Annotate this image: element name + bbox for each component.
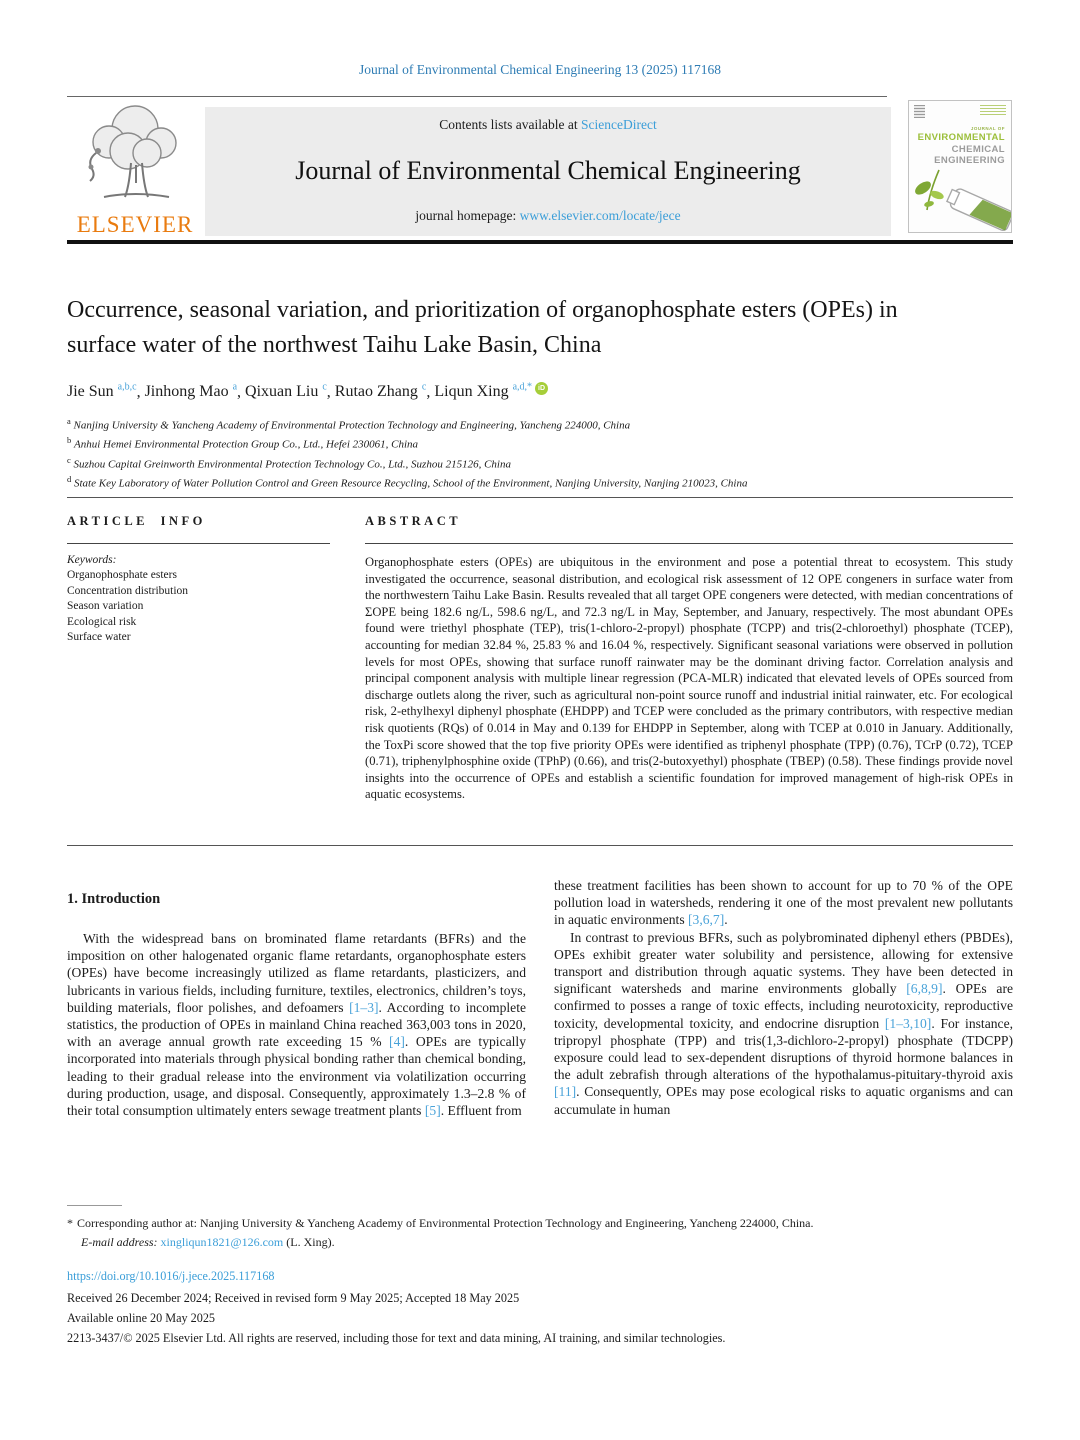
cover-mini-text <box>980 105 1006 115</box>
email-label: E-mail address: <box>81 1235 158 1249</box>
received-dates: Received 26 December 2024; Received in revised form 9 May 2025; Accepted 18 May 2025 <box>67 1291 520 1305</box>
author: Qixuan Liu $^c$ <box>245 382 327 401</box>
author: Liqun Xing $^{a,d,*}$ <box>434 382 533 401</box>
citation-ref[interactable]: [6,8,9] <box>906 981 943 997</box>
footnote-rule <box>67 1205 122 1206</box>
keyword: Organophosphate esters <box>67 569 177 581</box>
journal-citation: Journal of Environmental Chemical Engineering 13 (2025) 117168 <box>358 62 722 77</box>
sciencedirect-link[interactable]: ScienceDirect <box>581 117 657 132</box>
divider <box>67 543 330 544</box>
masthead-bottom-rule <box>67 240 1013 244</box>
cover-environmental: ENVIRONMENTAL <box>917 131 1005 143</box>
homepage-prefix: journal homepage: <box>415 208 520 223</box>
citation-ref[interactable]: [3,6,7] <box>688 912 725 928</box>
elsevier-wordmark: ELSEVIER <box>76 212 194 237</box>
cover-journal-of: JOURNAL OF <box>970 126 1005 131</box>
cover-title-block <box>909 118 1011 167</box>
keyword: Season variation <box>67 600 144 612</box>
abstract-heading: ABSTRACT <box>365 514 462 528</box>
orcid-icon[interactable]: iD <box>535 382 548 395</box>
email-link[interactable]: xingliqun1821@126.com <box>160 1235 284 1249</box>
affiliation-list <box>67 414 967 492</box>
introduction-heading: 1. Introduction <box>67 891 161 907</box>
keyword: Concentration distribution <box>67 584 189 597</box>
author: Jie Sun $^{a,b,c}$ <box>67 382 137 401</box>
introduction-paragraph: With the widespread bans on brominated flame retardants (BFRs) and the imposition on other halogenated organic flame retardants, organophosphate esters (OPEs) have become increasingly utilized as flame retardants, plasticizers, and lubricants in various fields, including furniture, textiles, electronics, children’s toys, building materials, floor polishes, and defoamers [1–3]. According to incomplete statistics, the production of OPEs in mainland China reached 363,003 tons in 2020, with an average annual growth rate exceeding 15 % [4]. OPEs are typically incorporated into materials through physical bonding rather than chemical bonding, leading to their gradual release into the environment via volatilization occurring during production, usage, and disposal. Consequently, approximately 1.3–2.8 % of their total consumption ultimately enters sewage treatment plants [5]. Effluent from <box>67 931 527 1119</box>
homepage-line <box>205 208 891 224</box>
cover-engineering: ENGINEERING <box>934 155 1005 167</box>
elsevier-tree-icon <box>76 101 194 205</box>
article-info-heading: ARTICLE INFO <box>67 514 206 528</box>
author: Jinhong Mao $^a$ <box>144 382 238 401</box>
footnote-text: Corresponding author at: Nanjing University & Yancheng Academy of Environmental Protection Technology and Engineering, Yancheng 224000, China. <box>77 1216 814 1230</box>
doi-link[interactable]: https://doi.org/10.1016/j.jece.2025.117168 <box>67 1269 275 1283</box>
affiliation: $^d$ State Key Laboratory of Water Pollution Control and Green Resource Recycling, School of the Environment, Nanjing University, Nanjing 210023, China <box>67 474 748 491</box>
page-title: Occurrence, seasonal variation, and prioritization of organophosphate esters (OPEs) in surface water of the northwest Taihu Lake Basin, China <box>67 297 898 358</box>
keyword: Surface water <box>67 631 131 643</box>
keyword: Ecological risk <box>67 615 137 628</box>
cover-chemical: CHEMICAL <box>951 143 1005 155</box>
article-info-column <box>67 514 330 803</box>
journal-masthead-title: Journal of Environmental Chemical Engineering <box>295 155 801 185</box>
publication-info <box>67 1266 1013 1348</box>
divider <box>67 497 1013 498</box>
copyright-line: 2213-3437/© 2025 Elsevier Ltd. All rights are reserved, including those for text and data mining, AI training, and similar technologies. <box>67 1331 726 1345</box>
introduction-paragraph: In contrast to previous BFRs, such as polybrominated diphenyl ethers (PBDEs), OPEs exhibit greater water solubility and persistence, allowing for extensive transport and distribution through aquatic systems. They have been detected in significant watersheds and marine environments globally [6,8,9]. OPEs are confirmed to posses a range of toxic effects, including neurotoxicity, reproductive toxicity, developmental toxicity, and endocrine disruption [1–3,10]. For instance, tripropyl phosphate (TPP) and tris(1,3-dichloro-2-propyl) phosphate (TDCPP) exposure could lead to sex-dependent disruptions of thyroid hormone balances in the adult zebrafish through alterations of the hypothalamus-pituitary-thyroid axis [11]. Consequently, OPEs may pose ecological risks to aquatic organisms and can accumulate in human <box>554 929 1013 1117</box>
contents-line <box>205 117 891 133</box>
citation-ref[interactable]: [5] <box>424 1103 441 1119</box>
author: Rutao Zhang $^c$ <box>334 382 427 401</box>
introduction-paragraph: these treatment facilities has been shown to account for up to 70 % of the OPE pollution load in watersheds, rendering it one of the most prevalent new pollutants in aquatic environments [3,6,7]. <box>554 878 1013 928</box>
affiliation: $^b$ Anhui Hemei Environmental Protection Group Co., Ltd., Hefei 230061, China <box>67 435 419 452</box>
citation-ref[interactable]: [1–3,10] <box>884 1015 932 1031</box>
citation-ref[interactable]: [1–3] <box>349 999 379 1015</box>
affiliation: $^a$ Nanjing University & Yancheng Academy of Environmental Protection Technology and Engineering, Yancheng 224000, China <box>67 416 631 432</box>
homepage-link[interactable]: www.elsevier.com/locate/jece <box>519 208 681 223</box>
contents-prefix: Contents lists available at <box>439 117 581 132</box>
cover-top <box>909 101 1011 118</box>
abstract-column <box>365 514 1013 803</box>
footnote-marker: * <box>67 1216 73 1230</box>
citation-ref[interactable]: [4] <box>389 1034 405 1050</box>
email-line <box>81 1233 1013 1252</box>
corresponding-author-note <box>67 1214 1013 1252</box>
introduction-section <box>67 877 1013 1119</box>
journal-cover-thumbnail[interactable] <box>908 100 1012 233</box>
author-list: Jie Sun $^{a,b,c}$, Jinhong Mao $^a$, Qixuan Liu $^c$, Rutao Zhang $^c$, Liqun Xing $^{a,d,*}$ iD <box>67 382 937 401</box>
body-column-right <box>554 877 1013 1119</box>
keyword-list <box>67 568 330 646</box>
citation-ref[interactable]: [11] <box>554 1084 577 1100</box>
divider <box>67 96 887 97</box>
abstract-text: Organophosphate esters (OPEs) are ubiquitous in the environment and pose a potential threat to ecosystem. This study investigated the occurrence, seasonal distribution, and ecological risk assessment of 12 OPE congeners in surface water from the northwestern Taihu Lake Basin. Results revealed that all target OPE congeners were detected, with median concentrations of ΣOPE being 182.6 ng/L, 598.6 ng/L, and 72.3 ng/L in May, September, and January, respectively. The most abundant OPEs found were triethyl phosphate (TEP), tris(1-chloro-2-propyl) phosphate (TCPP) and tris(2-chloroethyl) phosphate (TCEP), accounting for median 32.84 %, 25.83 % and 16.04 %, respectively. Significant seasonal variations were observed in pollution levels for most OPEs, showing that surface runoff rainwater may be the dominant driving factor. Correlation analysis and principal component analysis with multiple linear regression (PCA-MLR) indicated that elevated levels of OPEs sourced from discharge outlets along the river, such as agricultural non-point source runoff and industrial initial rainwater, etc. For ecological risk, 2-ethylhexyl diphenyl phosphate (EHDPP) and TCEP were concluded as the primary contributors, with respective median risk quotients (RQs) of 0.014 in May and 0.139 for EHDPP in September, along with TCEP at 0.010 in January. Additionally, the ToxPi score showed that the top five priority OPEs were identified as triphenyl phosphate (TPP) (0.76), TCrP (0.72), TCEP (0.71), triphenylphosphine oxide (TPhP) (0.66), and tris(2-butoxyethyl) phosphate (TBEP) (0.58). These findings provide novel insights into the occurrence of OPEs and establish a scientific foundation for improved management of high-risk OPEs in aquatic ecosystems. <box>365 555 1013 802</box>
affiliation: $^c$ Suzhou Capital Greinworth Environmental Protection Technology Co., Ltd., Suzhou 215126, China <box>67 454 511 471</box>
cover-leaf-bottle-icon <box>909 168 1011 232</box>
available-online: Available online 20 May 2025 <box>67 1311 216 1325</box>
cover-mini-logo-icon <box>914 105 925 118</box>
footnote-block <box>67 1205 1013 1252</box>
divider <box>365 543 1013 544</box>
elsevier-logo[interactable] <box>67 101 203 236</box>
masthead-box <box>205 107 891 236</box>
info-section <box>67 514 1013 803</box>
email-suffix: (L. Xing). <box>286 1235 335 1249</box>
keywords-label: Keywords: <box>67 554 117 566</box>
divider <box>67 845 1013 846</box>
body-column-left <box>67 877 526 1119</box>
